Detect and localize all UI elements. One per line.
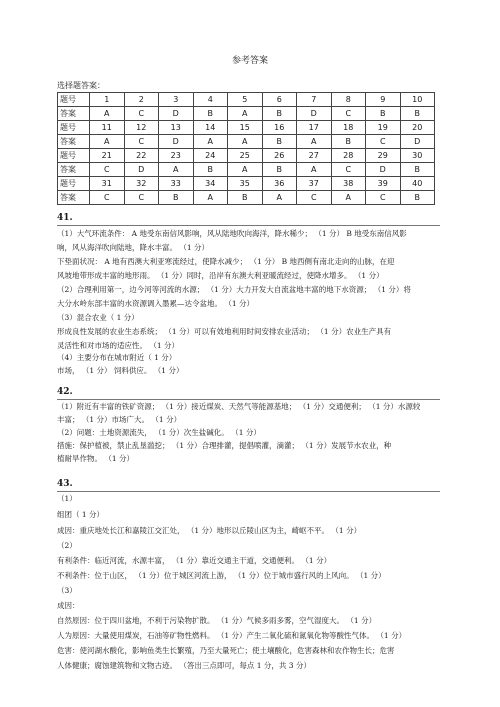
table-row — [58, 107, 435, 121]
table-cell: B — [400, 163, 435, 177]
table-cell: 26 — [262, 149, 297, 163]
table-cell: B — [262, 107, 297, 121]
table-cell: C — [90, 163, 125, 177]
table-row — [58, 149, 435, 163]
table-cell: A — [228, 135, 263, 149]
answer-line: （3）混合农业（ 1 分） — [57, 313, 139, 322]
answer-line: 大分水岭东部丰富的水资源调入墨累—达令盆地。 （1 分） — [57, 299, 255, 308]
answer-line: 植耐旱作物。 （1 分） — [57, 454, 135, 463]
table-cell: 13 — [159, 121, 194, 135]
table-cell: C — [331, 107, 366, 121]
table-cell: B — [400, 107, 435, 121]
table-cell: D — [124, 163, 159, 177]
row-header-cell: 答案 — [58, 135, 90, 149]
table-cell: 35 — [228, 177, 263, 191]
table-cell: 36 — [262, 177, 297, 191]
table-cell: A — [193, 135, 228, 149]
q41-heading: 41. — [57, 212, 440, 226]
row-header-cell: 题号 — [58, 177, 90, 191]
q43-heading: 43. — [57, 478, 440, 492]
table-cell: 16 — [262, 121, 297, 135]
table-cell: B — [262, 135, 297, 149]
answer-line: 自然原因：位于四川盆地，不利于污染物扩散。 （1 分）气候多雨多雾，空气湿度大。 （1 分） — [57, 616, 377, 625]
answer-line: 市场， （1 分） 饲料供应。 （1 分） — [57, 366, 184, 375]
answer-line: 人为原因：大量使用煤炭，石油等矿物性燃料。 （1 分）产生二氧化硫和氮氧化物等酸性气体。 （1 分） — [57, 631, 407, 640]
answer-line: （2）合理利用第一，边今河等河流的水源； （1 分）大力开发大自流盆地丰富的地下水资源； （1 分）将 — [57, 285, 411, 294]
table-cell: 1 — [90, 93, 125, 107]
table-cell: 3 — [159, 93, 194, 107]
answer-line: 有利条件：临近河流，水源丰富， （1 分）靠近交通主干道，交通便利。 （1 分） — [57, 556, 332, 565]
answer-line: 组团（ 1 分） — [57, 510, 105, 519]
table-cell: B — [366, 107, 401, 121]
table-cell: A — [90, 135, 125, 149]
table-cell: 33 — [159, 177, 194, 191]
table-cell: 22 — [124, 149, 159, 163]
table-cell: 29 — [366, 149, 401, 163]
table-cell: 37 — [297, 177, 332, 191]
table-cell: 7 — [297, 93, 332, 107]
answer-line: （4）主要分布在城市附近（ 1 分） — [57, 353, 177, 362]
table-cell: A — [297, 135, 332, 149]
table-cell: 21 — [90, 149, 125, 163]
table-cell: 12 — [124, 121, 159, 135]
table-cell: 34 — [193, 177, 228, 191]
answer-line: 下垫面状况： A 地有西澳大利亚寒流经过，使降水减少； （1 分） B 地西侧有南北走向的山脉，在迎 — [57, 257, 395, 266]
answer-line: 风坡地带形成丰富的地形雨。 （1 分）同时，沿岸有东澳大利亚暖流经过，使降水增多。 （1 分） — [57, 271, 384, 280]
table-cell: 8 — [331, 93, 366, 107]
answer-line: （1） — [57, 494, 77, 503]
table-cell: 39 — [366, 177, 401, 191]
table-cell: C — [90, 191, 125, 205]
answer-line: 灵活性和对市场的适应性。 （1 分） — [57, 341, 180, 350]
table-cell: B — [193, 107, 228, 121]
answer-line: 成因： — [57, 601, 80, 610]
answer-line: 成因：重庆地处长江和嘉陵江交汇处， （1 分）地形以丘陵山区为主，崎岖不平。 （1 分） — [57, 526, 362, 535]
table-cell: 17 — [297, 121, 332, 135]
answer-line: 响，风从海洋吹向陆地，降水丰富。 （1 分） — [57, 243, 210, 252]
answer-line: （2） — [57, 541, 77, 550]
row-header-cell: 题号 — [58, 93, 90, 107]
table-cell: 14 — [193, 121, 228, 135]
answer-line: 措施：保护植被，禁止乱垦滥挖； （1 分）合理排灌，提倡喷灌，滴灌； （1 分）发展节水农业，种 — [57, 441, 392, 450]
row-header-cell: 题号 — [58, 149, 90, 163]
table-cell: 18 — [331, 121, 366, 135]
table-cell: 24 — [193, 149, 228, 163]
table-cell: D — [366, 163, 401, 177]
table-cell: 31 — [90, 177, 125, 191]
table-row — [58, 121, 435, 135]
table-cell: D — [159, 107, 194, 121]
table-cell: A — [159, 163, 194, 177]
answer-line: （1）大气环流条件： A 地受东南信风影响，风从陆地吹向海洋，降水稀少； （1 分） B 地受东南信风影 — [57, 229, 407, 238]
answer-line: （3） — [57, 586, 77, 595]
row-header-cell: 答案 — [58, 163, 90, 177]
table-cell: B — [331, 135, 366, 149]
table-cell: C — [124, 191, 159, 205]
table-row — [58, 163, 435, 177]
table-cell: 10 — [400, 93, 435, 107]
table-cell: C — [297, 191, 332, 205]
table-cell: A — [193, 191, 228, 205]
table-cell: B — [400, 191, 435, 205]
table-cell: 15 — [228, 121, 263, 135]
table-cell: A — [297, 163, 332, 177]
table-row — [58, 191, 435, 205]
table-cell: C — [366, 191, 401, 205]
table-cell: 28 — [331, 149, 366, 163]
table-cell: A — [90, 107, 125, 121]
table-cell: A — [262, 191, 297, 205]
table-cell: C — [124, 135, 159, 149]
table-cell: 23 — [159, 149, 194, 163]
answer-line: 形成良性发展的农业生态系统； （1 分）可以有效地利用时间安排农业活动； （1 分）农业生产具有 — [57, 327, 392, 336]
q42-heading: 42. — [57, 386, 440, 400]
table-cell: 30 — [400, 149, 435, 163]
row-header-cell: 题号 — [58, 121, 90, 135]
table-cell: 25 — [228, 149, 263, 163]
table-cell: 6 — [262, 93, 297, 107]
table-cell: A — [228, 107, 263, 121]
table-row — [58, 177, 435, 191]
table-cell: 2 — [124, 93, 159, 107]
table-cell: B — [262, 163, 297, 177]
table-cell: A — [228, 163, 263, 177]
answer-line: （1）附近有丰富的铁矿资源； （1 分）接近煤炭、天然气等能源基地； （1 分）交通便利； （1 分）水源较 — [57, 402, 421, 411]
answer-table — [57, 92, 435, 205]
answer-line: 危害：使河湖水酸化，影响鱼类生长繁殖，乃至大量死亡；使土壤酸化，危害森林和农作物生长；危害 — [57, 646, 395, 655]
table-cell: 19 — [366, 121, 401, 135]
table-cell: A — [331, 191, 366, 205]
answer-line: 丰富； （1 分）市场广大。 （1 分） — [57, 415, 182, 424]
table-cell: C — [366, 135, 401, 149]
table-cell: B — [193, 163, 228, 177]
table-cell: 4 — [193, 93, 228, 107]
table-cell: D — [159, 135, 194, 149]
table-row — [58, 135, 435, 149]
table-cell: 40 — [400, 177, 435, 191]
table-cell: C — [331, 163, 366, 177]
table-cell: B — [228, 191, 263, 205]
table-row — [58, 93, 435, 107]
row-header-cell: 答案 — [58, 191, 90, 205]
table-cell: B — [159, 191, 194, 205]
table-cell: 5 — [228, 93, 263, 107]
table-cell: D — [297, 107, 332, 121]
table-cell: 27 — [297, 149, 332, 163]
table-cell: 20 — [400, 121, 435, 135]
row-header-cell: 答案 — [58, 107, 90, 121]
answer-line: 人体健康；腐蚀建筑物和文物古迹。 （答出三点即可，每点 1 分，共 3 分） — [57, 661, 311, 670]
table-cell: 11 — [90, 121, 125, 135]
table-cell: 32 — [124, 177, 159, 191]
table-cell: 9 — [366, 93, 401, 107]
answer-label: 选择题答案： — [57, 81, 105, 90]
answer-line: （2）问题：土地资源流失， （1 分）次生盐碱化。 （1 分） — [57, 428, 261, 437]
table-cell: C — [124, 107, 159, 121]
table-cell: 38 — [331, 177, 366, 191]
page-title: 参考答案 — [231, 56, 268, 66]
answer-line: 不利条件：位于山区， （1 分）位于城区河流上游， （1 分）位于城市盛行风的上风向。 （1 分） — [57, 571, 386, 580]
table-cell: D — [400, 135, 435, 149]
